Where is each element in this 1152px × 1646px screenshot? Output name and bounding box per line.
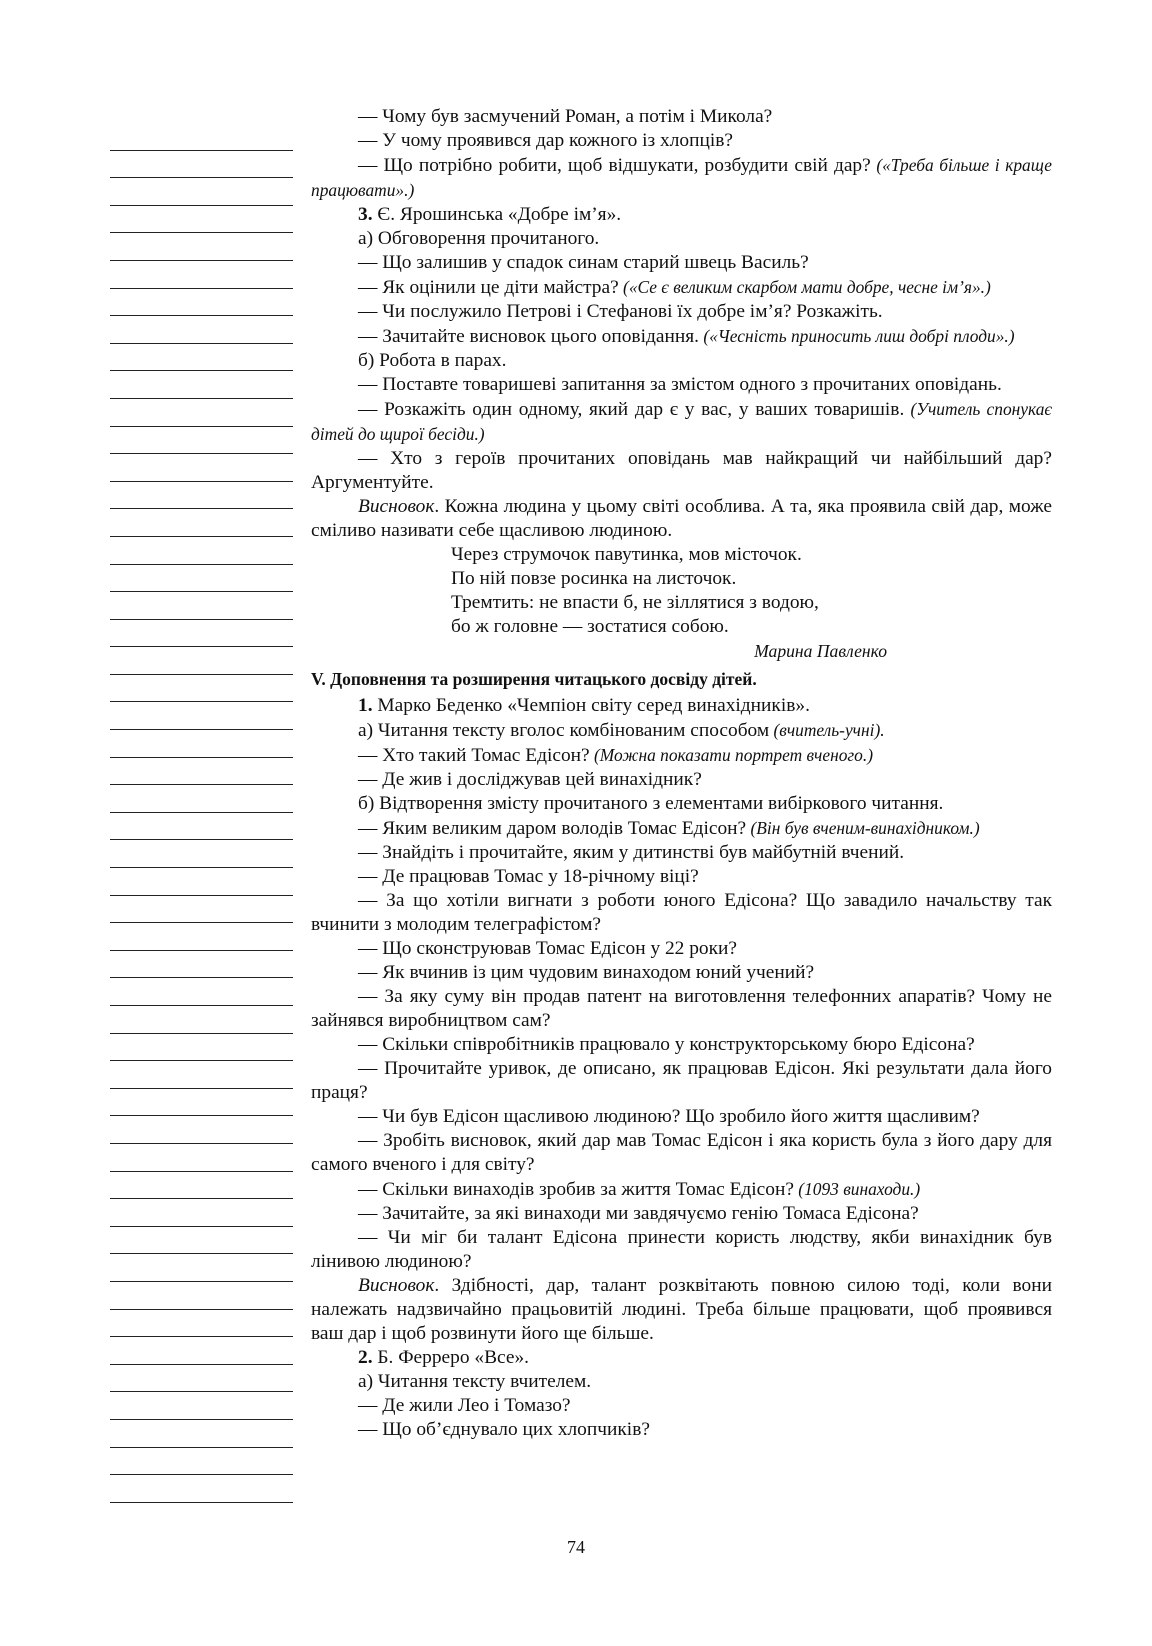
paragraph-text: — Скільки винаходів зробив за життя Томас Едісон?	[358, 1179, 794, 1200]
paragraph-text: б) Відтворення змісту прочитаного з елементами вибіркового читання.	[358, 793, 944, 814]
note-line	[110, 675, 293, 703]
note-line	[110, 978, 293, 1006]
paragraph	[311, 251, 1052, 275]
note-line	[110, 537, 293, 565]
paragraph	[311, 373, 1052, 397]
paragraph	[311, 227, 1052, 251]
note-line	[110, 647, 293, 675]
note-line	[110, 1172, 293, 1200]
note-line	[110, 565, 293, 593]
note-line	[110, 1199, 293, 1227]
italic-note: (Учитель спонукає дітей до щирої бесіди.)	[311, 399, 1052, 444]
note-line	[110, 1254, 293, 1282]
paragraph-text: — Чи був Едісон щасливою людиною? Що зробило його життя щасливим?	[358, 1106, 980, 1127]
paragraph-text: — У чому проявився дар кожного із хлопців?	[358, 130, 733, 151]
note-line	[110, 427, 293, 455]
note-line	[110, 1337, 293, 1365]
poem-author	[311, 639, 1052, 663]
note-line	[110, 206, 293, 234]
paragraph	[311, 1394, 1052, 1418]
note-line	[110, 482, 293, 510]
paragraph-text: — За що хотіли вигнати з роботи юного Едісона? Що завадило начальству так вчинити з молодим телеграфістом?	[311, 890, 1052, 935]
paragraph-text: — Прочитайте уривок, де описано, як працював Едісон. Які результати дала його праця?	[311, 1058, 1052, 1103]
poem-line	[311, 615, 1052, 639]
note-line	[110, 1116, 293, 1144]
note-line	[110, 813, 293, 841]
paragraph-text: . Кожна людина у цьому світі особлива. А та, яка проявила свій дар, може сміливо називати себе щасливою людиною.	[311, 496, 1052, 541]
paragraph-text: — Де працював Томас у 18-річному віці?	[358, 866, 699, 887]
paragraph	[311, 694, 1052, 718]
paragraph-text: — Що об’єднувало цих хлопчиків?	[358, 1419, 650, 1440]
note-line	[110, 923, 293, 951]
paragraph-text: — Де жили Лео і Томазо?	[358, 1395, 571, 1416]
note-line	[110, 785, 293, 813]
paragraph	[311, 961, 1052, 985]
paragraph-text: Марина Павленко	[754, 641, 887, 661]
paragraph	[311, 324, 1052, 349]
note-line	[110, 896, 293, 924]
paragraph	[311, 203, 1052, 227]
paragraph-text: — Чому був засмучений Роман, а потім і Микола?	[358, 106, 773, 127]
paragraph	[311, 1177, 1052, 1202]
paragraph-text: — Чи міг би талант Едісона принести користь людству, якби винахідник був лінивою людиною?	[311, 1227, 1052, 1272]
paragraph	[311, 105, 1052, 129]
paragraph-text: — Знайдіть і прочитайте, яким у дитинстві був майбутній вчений.	[358, 842, 905, 863]
note-line	[110, 1475, 293, 1503]
paragraph	[311, 889, 1052, 937]
note-line	[110, 1392, 293, 1420]
paragraph	[311, 349, 1052, 373]
paragraph	[311, 153, 1052, 203]
paragraph-text: — Зачитайте, за які винаходи ми завдячуємо генію Томаса Едісона?	[358, 1203, 919, 1224]
paragraph-text: — Поставте товаришеві запитання за змістом одного з прочитаних оповідань.	[358, 374, 1002, 395]
paragraph	[311, 743, 1052, 768]
item-number: 3.	[358, 204, 373, 225]
paragraph-text: а) Читання тексту вчителем.	[358, 1371, 592, 1392]
note-line	[110, 592, 293, 620]
note-line	[110, 620, 293, 648]
note-line	[110, 233, 293, 261]
paragraph-text: — Скільки співробітників працювало у конструкторському бюро Едісона?	[358, 1034, 975, 1055]
note-line	[110, 1144, 293, 1172]
paragraph	[311, 1274, 1052, 1346]
paragraph	[311, 718, 1052, 743]
paragraph-text: — Хто такий Томас Едісон?	[358, 745, 590, 766]
paragraph	[311, 275, 1052, 300]
paragraph-text: Марко Беденко «Чемпіон світу серед винахідників».	[372, 695, 810, 716]
paragraph	[311, 397, 1052, 447]
italic-note: («Чесність приносить лиш добрі плоди».)	[698, 326, 1015, 346]
note-line	[110, 840, 293, 868]
paragraph-text: а) Обговорення прочитаного.	[358, 228, 600, 249]
paragraph	[311, 1033, 1052, 1057]
note-lines	[110, 123, 293, 1503]
paragraph-text: По ній повзе росинка на листочок.	[451, 568, 737, 589]
poem-line	[311, 591, 1052, 615]
paragraph-text: Є. Ярошинська «Добре ім’я».	[372, 204, 622, 225]
paragraph-text: — Розкажіть один одному, який дар є у вас, у ваших товаришів.	[358, 399, 905, 420]
paragraph	[311, 865, 1052, 889]
paragraph	[311, 985, 1052, 1033]
paragraph-text: — Зробіть висновок, який дар мав Томас Едісон і яка користь була з його дару для самого вченого і для світу?	[311, 1130, 1052, 1175]
paragraph	[311, 937, 1052, 961]
note-line	[110, 509, 293, 537]
poem-line	[311, 567, 1052, 591]
note-line	[110, 1034, 293, 1062]
italic-note: («Треба більше і краще працювати».)	[311, 155, 1052, 200]
note-line	[110, 1089, 293, 1117]
note-line	[110, 1006, 293, 1034]
paragraph-text: — Що потрібно робити, щоб відшукати, розбудити свій дар?	[358, 155, 871, 176]
paragraph	[311, 816, 1052, 841]
italic-note: (1093 винаходи.)	[793, 1179, 921, 1199]
page-number: 74	[567, 1537, 585, 1557]
note-line	[110, 399, 293, 427]
paragraph-text: . Здібності, дар, талант розквітають повною силою тоді, коли вони належать надзвичайно працьовитій людині. Треба більше працювати, щоб проявився ваш дар і щоб розвинути його ще більше.	[311, 1275, 1052, 1344]
note-line	[110, 758, 293, 786]
paragraph-text: а) Читання тексту вголос комбінованим способом	[358, 720, 770, 741]
note-line	[110, 951, 293, 979]
note-line	[110, 1282, 293, 1310]
paragraph-text: V. Доповнення та розширення читацького досвіду дітей.	[311, 669, 757, 689]
note-line	[110, 730, 293, 758]
paragraph	[311, 300, 1052, 324]
paragraph	[311, 841, 1052, 865]
note-line	[110, 178, 293, 206]
paragraph	[311, 1370, 1052, 1394]
note-line	[110, 261, 293, 289]
paragraph-text: — Де жив і досліджував цей винахідник?	[358, 769, 702, 790]
paragraph	[311, 792, 1052, 816]
paragraph-text: — Що сконструював Томас Едісон у 22 роки?	[358, 938, 738, 959]
note-line	[110, 1227, 293, 1255]
paragraph-text: — Яким великим даром володів Томас Едісон?	[358, 818, 747, 839]
conclusion-label: Висновок	[358, 496, 435, 517]
paragraph	[311, 1105, 1052, 1129]
paragraph	[311, 1057, 1052, 1105]
note-line	[110, 1420, 293, 1448]
paragraph	[311, 129, 1052, 153]
note-line	[110, 371, 293, 399]
paragraph-text: Тремтить: не впасти б, не зіллятися з водою,	[451, 592, 819, 613]
paragraph-text: — Що залишив у спадок синам старий швець Василь?	[358, 252, 809, 273]
italic-note: (Можна показати портрет вченого.)	[589, 745, 874, 765]
paragraph-text: — Хто з героїв прочитаних оповідань мав найкращий чи найбільший дар? Аргументуйте.	[311, 448, 1052, 493]
note-line	[110, 454, 293, 482]
paragraph-text: — Як оцінили це діти майстра?	[358, 277, 619, 298]
conclusion-label: Висновок	[358, 1275, 435, 1296]
note-line	[110, 702, 293, 730]
italic-note: («Се є великим скарбом мати добре, чесне ім’я».)	[618, 277, 991, 297]
italic-note: (Він був вченим-винахідником.)	[746, 818, 980, 838]
item-number: 1.	[358, 695, 373, 716]
paragraph-text: Б. Ферреро «Все».	[372, 1347, 530, 1368]
paragraph	[311, 1202, 1052, 1226]
note-line	[110, 151, 293, 179]
note-line	[110, 344, 293, 372]
note-line	[110, 316, 293, 344]
item-number: 2.	[358, 1347, 373, 1368]
paragraph-text: — За яку суму він продав патент на виготовлення телефонних апаратів? Чому не зайнявся виробництвом сам?	[311, 986, 1052, 1031]
paragraph	[311, 1418, 1052, 1442]
paragraph	[311, 768, 1052, 792]
paragraph	[311, 495, 1052, 543]
paragraph-text: бо ж головне — зостатися собою.	[451, 616, 729, 637]
note-line	[110, 1310, 293, 1338]
main-text	[311, 105, 1052, 1442]
paragraph	[311, 1346, 1052, 1370]
poem-line	[311, 543, 1052, 567]
italic-note: (вчитель-учні).	[769, 720, 885, 740]
paragraph-text: б) Робота в парах.	[358, 350, 507, 371]
note-line	[110, 289, 293, 317]
paragraph-text: — Зачитайте висновок цього оповідання.	[358, 326, 699, 347]
note-line	[110, 123, 293, 151]
note-line	[110, 1061, 293, 1089]
note-line	[110, 868, 293, 896]
paragraph	[311, 447, 1052, 495]
paragraph-text: — Як вчинив із цим чудовим винаходом юний учений?	[358, 962, 815, 983]
note-line	[110, 1448, 293, 1476]
section-heading	[311, 667, 1052, 691]
paragraph-text: — Чи послужило Петрові і Стефанові їх добре ім’я? Розкажіть.	[358, 301, 883, 322]
paragraph	[311, 1129, 1052, 1177]
note-line	[110, 1365, 293, 1393]
paragraph-text: Через струмочок павутинка, мов місточок.	[451, 544, 802, 565]
paragraph	[311, 1226, 1052, 1274]
